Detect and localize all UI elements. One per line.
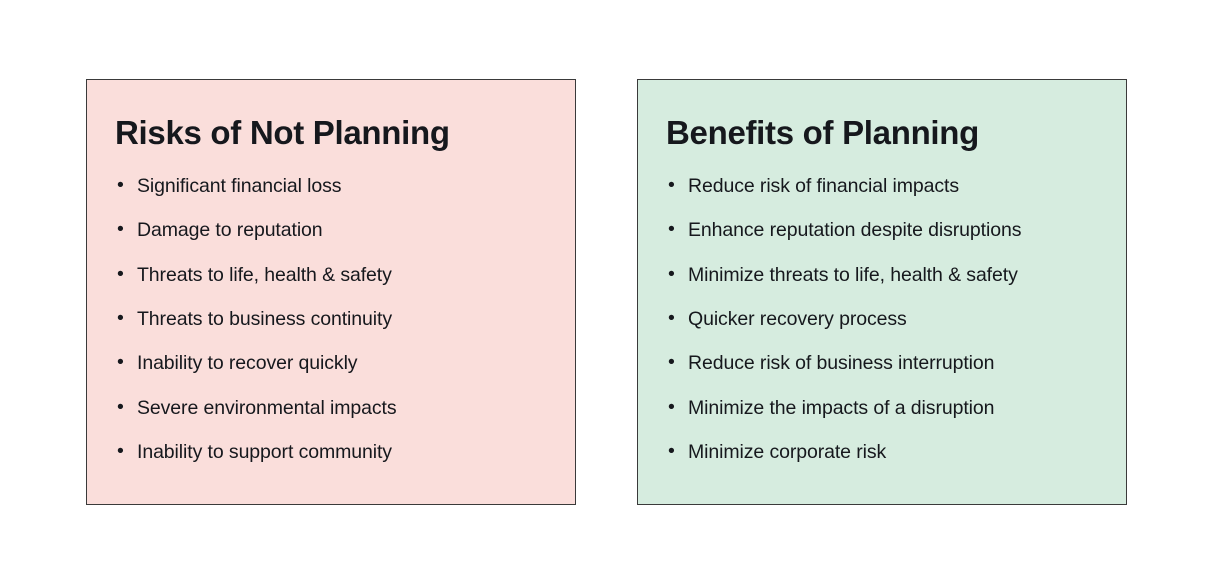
bullet-icon: • — [117, 173, 124, 196]
list-item-label: Significant financial loss — [137, 174, 342, 197]
list-item-label: Minimize the impacts of a disruption — [688, 396, 995, 419]
list-item-label: Reduce risk of business interruption — [688, 352, 995, 375]
list-item — [666, 440, 1098, 464]
panel-benefits-title: Benefits of Planning — [666, 114, 980, 151]
list-item — [115, 307, 547, 331]
bullet-icon: • — [668, 440, 675, 463]
bullet-icon: • — [117, 218, 124, 241]
bullet-icon: • — [668, 307, 675, 330]
list-item-label: Threats to business continuity — [137, 308, 392, 331]
bullet-icon: • — [117, 351, 124, 374]
list-item — [666, 396, 1098, 420]
bullet-icon: • — [668, 262, 675, 285]
list-item — [666, 218, 1098, 242]
list-item — [115, 218, 547, 242]
list-item — [666, 351, 1098, 375]
list-item — [115, 263, 547, 287]
bullet-icon: • — [117, 440, 124, 463]
panel-risks-title: Risks of Not Planning — [115, 114, 450, 151]
bullet-icon: • — [668, 218, 675, 241]
bullet-icon: • — [668, 173, 675, 196]
list-item-label: Enhance reputation despite disruptions — [688, 219, 1022, 242]
list-item-label: Minimize threats to life, health & safety — [688, 263, 1018, 286]
list-item-label: Inability to support community — [137, 441, 392, 464]
list-item-label: Quicker recovery process — [688, 308, 907, 331]
list-item — [115, 440, 547, 464]
list-item-label: Reduce risk of financial impacts — [688, 174, 959, 197]
panel-benefits-list — [666, 174, 1098, 465]
panel-risks — [86, 79, 576, 505]
list-item — [115, 351, 547, 375]
bullet-icon: • — [117, 262, 124, 285]
list-item — [115, 174, 547, 198]
list-item — [666, 263, 1098, 287]
list-item-label: Inability to recover quickly — [137, 352, 358, 375]
panel-benefits — [637, 79, 1127, 505]
bullet-icon: • — [668, 351, 675, 374]
list-item — [666, 307, 1098, 331]
list-item — [115, 396, 547, 420]
list-item — [666, 174, 1098, 198]
list-item-label: Threats to life, health & safety — [137, 263, 392, 286]
bullet-icon: • — [117, 395, 124, 418]
panel-risks-list — [115, 174, 547, 465]
bullet-icon: • — [668, 395, 675, 418]
list-item-label: Minimize corporate risk — [688, 441, 887, 464]
bullet-icon: • — [117, 307, 124, 330]
list-item-label: Severe environmental impacts — [137, 396, 397, 419]
list-item-label: Damage to reputation — [137, 219, 323, 242]
